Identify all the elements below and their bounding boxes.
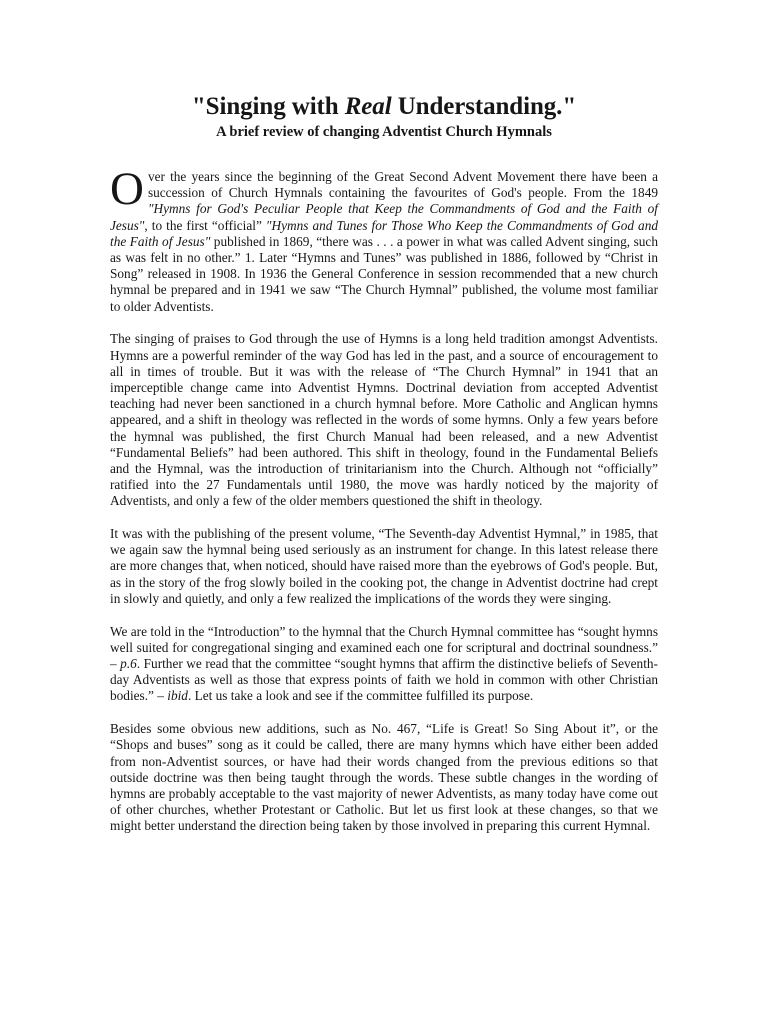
paragraph-1-text-a: ver the years since the beginning of the Great Second Advent Movement there have been a succession of Church Hymnals containing the favourites of God's people. From the 1849: [147, 169, 658, 201]
page-reference: p.6: [120, 655, 137, 671]
paragraph-5: Besides some obvious new additions, such as No. 467, “Life is Great! So Sing About it”, or the “Shops and buses” song as it could be called, there are many hymns which have either been added from non-Adventist sources, or have had their words changed from the previous editions so that outside doctrine was then being taught through the words. These subtle changes in the wording of hymns are probably acceptable to the vast majority of newer Adventists, as many today have come out of other churches, whether Protestant or Catholic. But let us first look at these changes, so that we might better understand the direction being taken by those involved in preparing this current Hymnal.: [110, 721, 658, 834]
hymnal-title-1869: "Hymns and Tunes for Those Who Keep the Commandments of God and the Faith of Jesus": [110, 217, 658, 249]
paragraph-1: [110, 163, 658, 315]
title-lead: "Singing with: [191, 93, 345, 120]
page-subtitle: A brief review of changing Adventist Church Hymnals: [216, 124, 552, 140]
paragraph-4-text-b: . Further we read that the committee “sought hymns that affirm the distinctive beliefs of Seventh-day Adventists as well as those that express points of faith we hold in common with other Christian bodies.” –: [110, 655, 658, 704]
ibid-reference: ibid: [167, 688, 188, 704]
paragraph-1-text-c: published in 1869, “there was . . . a power in what was called Advent singing, such as was felt in no other.” 1. Later “Hymns and Tunes” was published in 1886, followed by “Christ in Song” released in 1908. In 1936 the General Conference in session recommended that a new church hymnal be prepared and in 1941 we saw “The Church Hymnal” published, the volume most familiar to older Adventists.: [110, 233, 658, 314]
document-page: [110, 92, 658, 851]
paragraph-4-text-c: . Let us take a look and see if the committee fulfilled its purpose.: [187, 688, 534, 704]
paragraph-1-text-b: , to the first “official”: [144, 217, 266, 233]
drop-cap: O: [110, 163, 144, 215]
page-title: [110, 92, 658, 122]
paragraph-3: It was with the publishing of the present volume, “The Seventh-day Adventist Hymnal,” in 1985, that we again saw the hymnal being used seriously as an instrument for change. In this latest release there are more changes that, when noticed, should have raised more than the eyebrows of God's people. But, as in the story of the frog slowly boiled in the cooking pot, the change in Adventist doctrine had crept in slowly and quietly, and only a few realized the implications of the words they were singing.: [110, 526, 658, 606]
paragraph-2: The singing of praises to God through the use of Hymns is a long held tradition amongst Adventists. Hymns are a powerful reminder of the way God has led in the past, and a source of encouragement to all in times of trouble. But it was with the release of “The Church Hymnal” in 1941 that an imperceptible change came into Adventist Hymns. Doctrinal deviation from accepted Adventist teaching had never been sanctioned in a church hymnal before. More Catholic and Anglican hymns appeared, and a shift in theology was reflected in the words of some hymns. Only a few years before the hymnal was published, the first Church Manual had been released, and a new Adventist “Fundamental Beliefs” had been authored. This shift in theology, found in the Fundamental Beliefs and the Hymnal, was the introduction of trinitarianism into the Church. Although not “officially” ratified into the 27 Fundamentals until 1980, the move was hardly noticed by the majority of Adventists, and only a few of the older members questioned the shift in theology.: [110, 331, 658, 509]
hymnal-title-1849: "Hymns for God's Peculiar People that Keep the Commandments of God and the Faith of Jesus": [110, 201, 658, 233]
paragraph-4-text-a: We are told in the “Introduction” to the hymnal that the Church Hymnal committee has “sought hymns well suited for congregational singing and examined each one for scriptural and doctrinal soundness.” –: [110, 623, 658, 671]
paragraph-4: [110, 624, 658, 705]
title-tail: Understanding.": [391, 93, 577, 120]
title-emphasis: Real: [344, 93, 392, 120]
